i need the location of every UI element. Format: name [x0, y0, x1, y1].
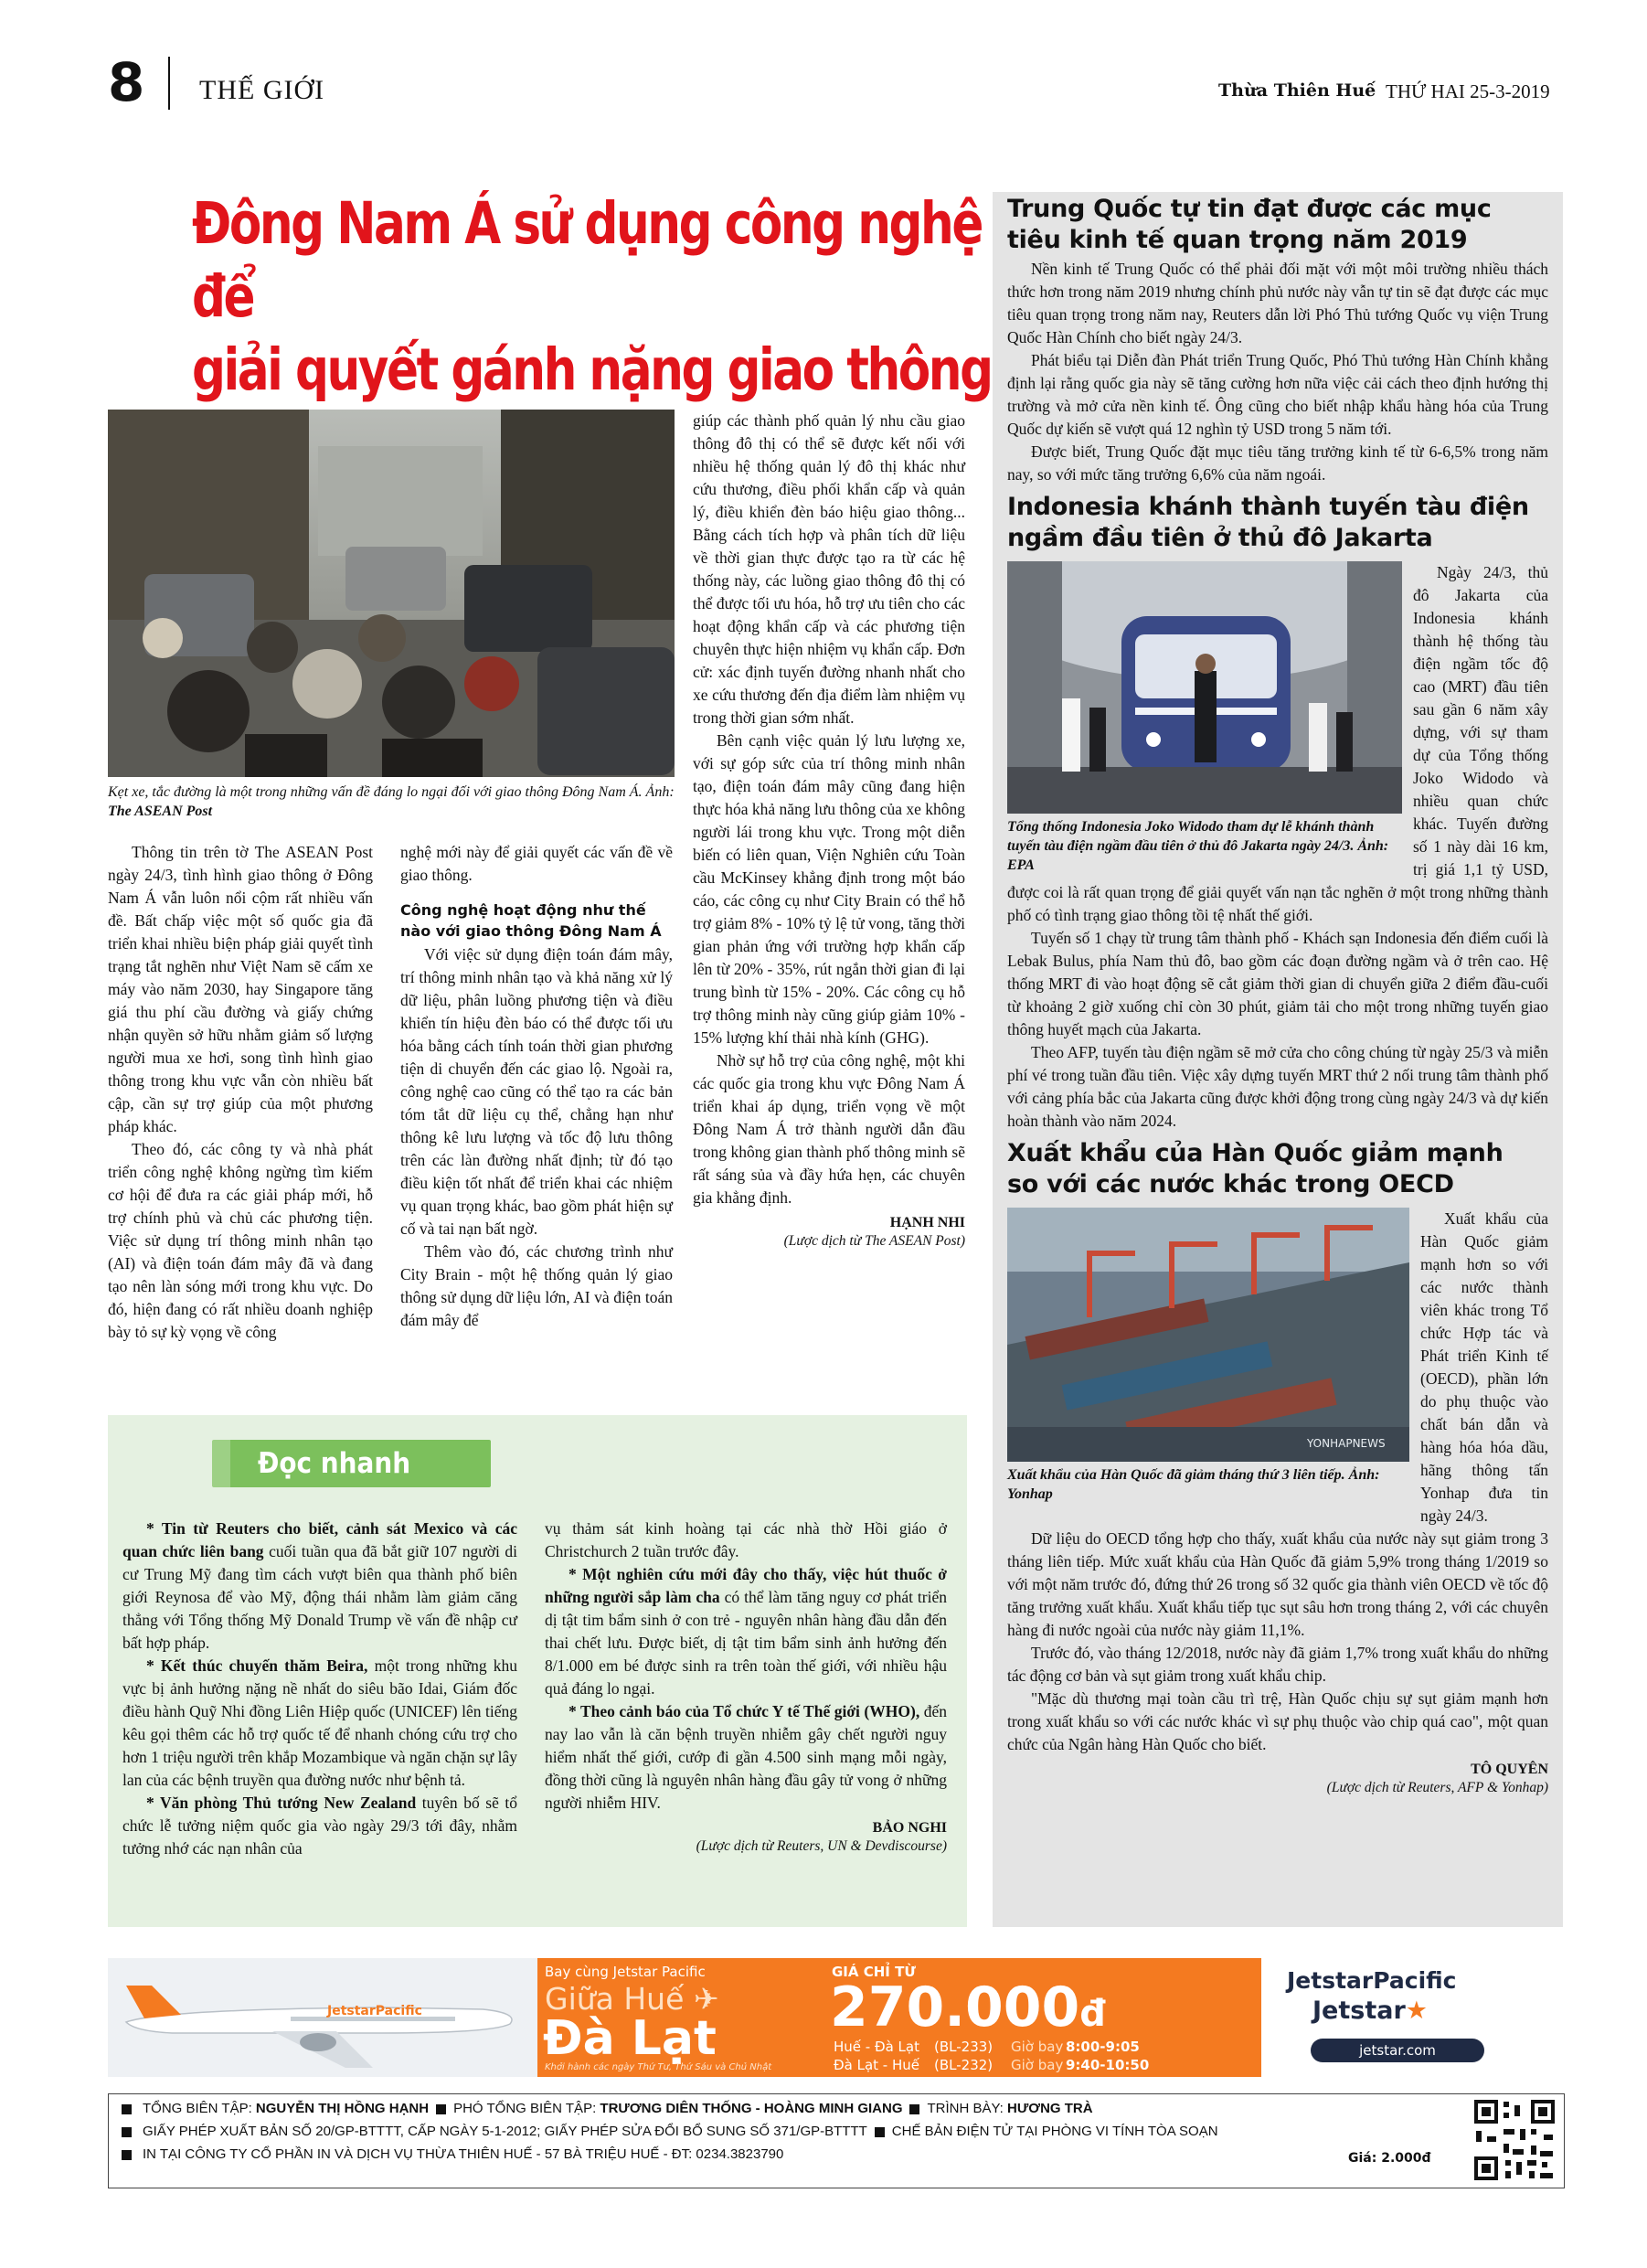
korea-author: TÔ QUYÊN — [1471, 1762, 1548, 1777]
issue-date: THỨ HAI 25-3-2019 — [1386, 80, 1550, 102]
ad-plane-area — [108, 1958, 537, 2077]
quick-read-heading: Đọc nhanh — [212, 1440, 491, 1487]
china-headline: Trung Quốc tự tin đạt được các mục tiêu kinh tế quan trọng năm 2019 — [1007, 195, 1492, 254]
traffic-photo-caption: Kẹt xe, tắc đường là một trong những vấn đề đáng lo ngại đối với giao thông Đông Nam Á. Ảnh: The ASEAN Post — [108, 784, 675, 819]
jetstar-star-icon: ★ — [1405, 1996, 1428, 2025]
ad-brand-panel — [1261, 1958, 1563, 2077]
korea-paragraph: Dữ liệu do OECD tổng hợp cho thấy, xuất khẩu của nước này sụt giảm trong 3 tháng liên tiếp. Mức xuất khẩu của Hàn Quốc đã giảm 5,9% trong tháng 1/2019 so với một năm trước đó, đứng thứ 26 trong số 32 quốc gia thành viên OECD về tốc độ tăng trưởng xuất khẩu. Xuất khẩu tiếp tục sụt sâu hơn trong tháng 2, với các chuyên hàng đi nước ngoài của nước này giảm 11,1%. — [1007, 1529, 1548, 1639]
lead-col-2 — [400, 841, 673, 1332]
ad-route-main: Đà Lạt — [543, 2011, 717, 2066]
ad-website: jetstar.com — [1311, 2039, 1484, 2062]
lead-col-1 — [108, 841, 373, 1344]
metro-photo-block: Tổng thống Indonesia Joko Widodo tham dự lễ khánh thành tuyến tàu điện ngầm đầu tiên ở thủ đô Jakarta ngày 24/3. Ảnh: EPA — [1007, 561, 1402, 875]
footer-row-1: TỔNG BIÊN TẬP: NGUYỄN THỊ HỒNG HẠNH PHÓ TỔNG BIÊN TẬP: TRƯƠNG DIÊN THỐNG - HOÀNG MINH GIANG TRÌNH BÀY: HƯƠNG TRÀ — [109, 2098, 1093, 2119]
traffic-photo — [108, 410, 675, 777]
quick-item: * Kết thúc chuyến thăm Beira, một trong những khu vực bị ảnh hưởng nặng nề nhất do siêu bão Idai, Giám đốc điều hành Quỹ Nhi đồng Liên Hiệp quốc (UNICEF) lên tiếng kêu gọi thêm các hỗ trợ quốc tế để nhanh chóng cứu trợ cho hơn 1 triệu người trên khắp Mozambique và ngăn chặn sự lây lan của các bệnh truyền qua đường nước như bệnh tả. — [122, 1656, 517, 1789]
lead-author: HẠNH NHI — [889, 1215, 965, 1230]
lead-paragraph: Theo đó, các công ty và nhà phát triển công nghệ không ngừng tìm kiếm cơ hội để đưa ra các giải pháp mới, hỗ trợ chính phủ và chủ các phương tiện. Việc sử dụng trí thông minh nhân tạo (AI) và điện toán đám mây đã và đang tạo nên làn sóng mới trong khu vực. Do đó, hiện đang có rất nhiều doanh nghiệp bày tỏ sự kỳ vọng về công — [108, 1140, 373, 1341]
indonesia-headline: Indonesia khánh thành tuyến tàu điện ngầm đầu tiên ở thủ đô Jakarta — [1007, 493, 1529, 552]
indonesia-paragraph: Ngày 24/3, thủ đô Jakarta của Indonesia khánh thành hệ thống tàu điện ngầm tốc độ cao (MRT) đầu tiên sau gần 6 năm xây dựng, với sự tham dự của Tổng thống Joko Widodo và nhiều quan chức khác. Tuyến đường số 1 này dài 16 km, trị giá 1,1 tỷ USD, được coi là rất quan trọng để giải quyết vấn nạn tắc nghẽn ở một trong những thành phố có tình trạng giao thông tồi tệ nhất thế giới. — [1007, 563, 1548, 924]
quick-item: * Một nghiên cứu mới đây cho thấy, việc hút thuốc ở những người sắp làm cha có thể làm tăng nguy cơ phát triển dị tật tim bẩm sinh ở con trẻ - nguyên nhân hàng đầu dẫn đến thai chết lưu. Được biết, dị tật tim bẩm sinh ảnh hưởng đến 8/1.000 em bé được sinh ra trên toàn thế giới, với nhiều hậu quả đáng lo ngại. — [545, 1565, 947, 1698]
ad-small-print: Khởi hành các ngày Thứ Tư, Thứ Sáu và Chủ Nhật — [545, 2062, 772, 2072]
section-name: THẾ GIỚI — [199, 75, 325, 105]
korea-paragraph: Xuất khẩu của Hàn Quốc giảm mạnh hơn so với các nước thành viên khác trong Tổ chức Hợp tác và Phát triển Kinh tế (OECD), phần lớn do phụ thuộc vào chất bán dẫn và hàng hóa hóa dầu, hãng thông tấn Yonhap đưa tin ngày 24/3. — [1420, 1209, 1548, 1525]
lead-col-3 — [693, 410, 965, 1250]
lead-headline — [192, 187, 1002, 407]
quick-read-col-1 — [122, 1517, 517, 1860]
quick-item: * Tin từ Reuters cho biết, cảnh sát Mexico và các quan chức liên bang cuối tuần qua đã bắt giữ 107 người di cư Trung Mỹ đang tìm cách vượt biên qua thành phố biên giới Reynosa để vào Mỹ, động thái nhằm làm giảm căng thẳng với Tổng thống Mỹ Donald Trump về vấn đề nhập cư bất hợp pháp. — [122, 1519, 517, 1652]
lead-paragraph: Thêm vào đó, các chương trình như City Brain - một hệ thống quản lý giao thông sử dụng dữ liệu lớn, AI và điện toán đám mây để — [400, 1242, 673, 1329]
port-photo-block: YONHAPNEWS Xuất khẩu của Hàn Quốc đã giảm tháng thứ 3 liên tiếp. Ảnh: Yonhap — [1007, 1208, 1409, 1504]
airplane-icon — [108, 1958, 537, 2077]
quick-item: * Văn phòng Thủ tướng New Zealand tuyên bố sẽ tổ chức lễ tưởng niệm quốc gia vào ngày 29/3 tới đây, nhằm tưởng nhớ các nạn nhân của — [122, 1794, 518, 1858]
quick-item: * Theo cảnh báo của Tổ chức Y tế Thế giới (WHO), đến nay lao vẫn là căn bệnh truyền nhiễm gây chết người nguy hiểm nhất thế giới, cướp đi gần 4.500 sinh mạng mỗi ngày, đồng thời cũng là nguyên nhân hàng đầu gây tử vong ở những người nhiễm HIV. — [545, 1702, 947, 1812]
ad-brand-1: JetstarPacific — [1287, 1967, 1457, 1994]
china-paragraph: Được biết, Trung Quốc đặt mục tiêu tăng trưởng kinh tế từ 6-6,5% trong năm nay, so với mức tăng trưởng 6,6% của năm ngoái. — [1007, 442, 1548, 484]
svg-text:JetstarPacific: JetstarPacific — [327, 2004, 422, 2018]
korea-paragraph: "Mặc dù thương mại toàn cầu trì trệ, Hàn Quốc chịu sự sụt giảm mạnh hơn trong xuất khẩu so với các nước khác vì sự phụ thuộc vào chip quá cao", một quan chức của Ngân hàng Hàn Quốc cho biết. — [1007, 1689, 1548, 1753]
lead-headline-line2: giải quyết gánh nặng giao thông — [192, 336, 992, 403]
ad-tagline: Bay cùng Jetstar Pacific — [545, 1964, 706, 1980]
quick-author: BẢO NGHI — [872, 1820, 947, 1836]
lead-subhead: Công nghệ hoạt động như thế nào với giao thông Đông Nam Á — [400, 901, 662, 940]
china-paragraph: Nền kinh tế Trung Quốc có thể phải đối mặt với một môi trường nhiều thách thức hơn trong năm 2019 nhưng chính phủ nước này vẫn tự tin sẽ đạt được các mục tiêu quan trọng trong năm nay, Reuters dẫn lời Phó Thủ tướng Quốc vụ viện Trung Quốc Hàn Chính cho biết ngày 24/3. — [1007, 260, 1548, 346]
lead-headline-line1: Đông Nam Á sử dụng công nghệ để — [192, 190, 982, 330]
korea-source: (Lược dịch từ Reuters, AFP & Yonhap) — [1326, 1780, 1548, 1795]
china-paragraph: Phát biểu tại Diễn đàn Phát triển Trung Quốc, Phó Thủ tướng Hàn Chính khẳng định lại rằng quốc gia này sẽ tăng cường hơn nữa việc cải cách theo định hướng thị trường và mở cửa nền kinh tế. Ông cũng cho biết nhập khẩu hàng hóa của Trung Quốc dự kiến sẽ vượt quá 12 nghìn tỷ USD trong 5 năm tới. — [1007, 351, 1548, 438]
footer-row-3: IN TẠI CÔNG TY CỔ PHẦN IN VÀ DỊCH VỤ THỪA THIÊN HUẾ - 57 BÀ TRIỆU HUẾ - ĐT: 0234.3823790 — [109, 2144, 783, 2165]
header-divider — [168, 57, 170, 110]
lead-paragraph: Bên cạnh việc quản lý lưu lượng xe, với sự góp sức của trí thông minh nhân tạo, điện toán đám mây cũng đang hiện thực hóa khả năng lưu thông của xe không người lái trong khu vực. Trong một diễn biến có liên quan, Viện Nghiên cứu Toàn cầu McKinsey khẳng định trong một báo cáo, các công cụ như City Brain có thể hỗ trợ giảm 8% - 10% tỷ lệ tử vong, tăng thời gian phản ứng với trường hợp khẩn cấp lên từ 20% - 35%, rút ngắn thời gian đi lại trung bình từ 15% - 20%. Các công cụ hỗ trợ thông minh này cũng giúp giảm 10% - 15% lượng khí thải nhà kính (GHG). — [693, 731, 965, 1047]
quick-read-col-2 — [545, 1517, 947, 1855]
ad-route-top: Giữa Huế ✈ — [545, 1981, 719, 2017]
quick-item-continued: vụ thảm sát kinh hoàng tại các nhà thờ Hồi giáo ở Christchurch 2 tuần trước đây. — [545, 1519, 947, 1560]
quick-source: (Lược dịch từ Reuters, UN & Devdiscourse) — [696, 1838, 947, 1854]
metro-photo — [1007, 561, 1402, 814]
qr-code-icon — [1472, 2098, 1557, 2182]
traffic-photo-graphic — [108, 410, 675, 777]
lead-paragraph: Nhờ sự hỗ trợ của công nghệ, một khi các quốc gia trong khu vực Đông Nam Á triển khai áp dụng, triển vọng về một Đông Nam Á trở thành người dẫn đầu trong không gian thành phố thông minh sẽ rất sáng sủa và đầy hứa hẹn, các chuyên gia khẳng định. — [693, 1051, 965, 1207]
page-number: 8 — [108, 51, 145, 113]
ad-price: 270.000đ — [830, 1975, 1106, 2039]
indonesia-paragraph: Theo AFP, tuyến tàu điện ngầm sẽ mở cửa cho công chúng từ ngày 25/3 và miễn phí vé trong tuần đầu tiên. Việc xây dựng tuyến MRT thứ 2 nối trung tâm thành phố với cảng phía bắc của Jakarta cũng được khởi động trong cùng ngày 24/3 và dự kiến hoàn thành vào năm 2024. — [1007, 1043, 1548, 1130]
port-photo — [1007, 1208, 1409, 1462]
ad-price-label: GIÁ CHỈ TỪ — [832, 1964, 916, 1980]
lead-paragraph: giúp các thành phố quản lý nhu cầu giao thông đô thị có thể sẽ được kết nối với nhiều hệ thống quản lý đô thị khác như cứu thương, điều phối khẩn cấp và quản lý, điều khiển đèn báo hiệu giao thông... Bằng cách tích hợp và phân tích dữ liệu về thời gian thực được tạo ra từ các hệ thống này, các luồng giao thông đô thị có thể được tối ưu hóa, hỗ trợ ưu tiên cho các hoạt động khẩn cấp và các phương tiện chuyên thực hiện nhiệm vụ khẩn cấp. Đơn cử: xác định tuyến đường nhanh nhất cho xe cứu thương đến địa điểm làm nhiệm vụ trong thời gian sớm nhất. — [693, 411, 965, 727]
lead-source: (Lược dịch từ The ASEAN Post) — [783, 1233, 965, 1249]
ad-brand-2: Jetstar★ — [1312, 1996, 1428, 2025]
newspaper-name: Thừa Thiên Huế — [1218, 80, 1376, 101]
lead-paragraph: Thông tin trên tờ The ASEAN Post ngày 24/3, tình hình giao thông ở Đông Nam Á vẫn luôn nổi cộm rất nhiều vấn đề. Bất chấp việc một số quốc gia đã triển khai nhiều biện pháp giải quyết tình trạng tắt nghẽn như Việt Nam sẽ cấm xe máy vào năm 2030, hay Singapore tăng giá thu phí cầu đường và giấy chứng nhận quyền sở hữu nhằm giảm số lượng người mua xe hơi, song tình hình giao thông trong khu vực vẫn còn nhiều bất cập, cần sự trợ giúp của một phương pháp khác. — [108, 843, 373, 1135]
page-header — [108, 51, 1561, 115]
jetstar-ad — [108, 1958, 1563, 2077]
footer-price: Giá: 2.000đ — [1348, 2151, 1431, 2166]
indonesia-paragraph: Tuyến số 1 chạy từ trung tâm thành phố - Khách sạn Indonesia đến điểm cuối là Lebak Bulus, phía Nam thủ đô, bao gồm các đoạn đường ngầm và ở trên cao. Hệ thống MRT đi vào hoạt động sẽ cắt giảm thời gian di chuyển giữa 2 điểm đầu-cuối từ khoảng 2 giờ xuống chỉ còn 30 phút, giảm tải cho một trong những tuyến giao thông huyết mạch của Jakarta. — [1007, 929, 1548, 1038]
ad-flight-2: Đà Lạt - Huế (BL-232) Giờ bay 9:40-10:50 — [834, 2057, 1150, 2073]
lead-paragraph: nghệ mới này để giải quyết các vấn đề về giao thông. — [400, 843, 673, 884]
lead-paragraph: Với việc sử dụng điện toán đám mây, trí thông minh nhân tạo và khả năng xử lý dữ liệu, phân luồng phương tiện và điều khiển tín hiệu đèn báo có thể được tối ưu hóa bằng cách tính toán thời gian phương tiện di chuyển đến các giao lộ. Ngoài ra, công nghệ cao cũng có thể tạo ra các bản tóm tắt dữ liệu cụ thể, chẳng hạn như thông kê lưu lượng và tốc độ lưu thông trên các làn đường nhất định; từ đó tạo điều kiện tốt nhất để triển khai các nhiệm vụ quan trọng khác, bao gồm phát hiện sự cố và tai nạn bất ngờ. — [400, 945, 673, 1238]
world-news-sidebar-content — [1007, 194, 1548, 1796]
korea-paragraph: Trước đó, vào tháng 12/2018, nước này đã giảm 1,7% trong xuất khẩu do những tác động cơ bản và sụt giảm trong xuất khẩu chip. — [1007, 1644, 1548, 1685]
ad-flight-1: Huế - Đà Lạt (BL-233) Giờ bay 8:00-9:05 — [834, 2039, 1140, 2055]
footer-row-2: GIẤY PHÉP XUẤT BẢN SỐ 20/GP-BTTTT, CẤP NGÀY 5-1-2012; GIẤY PHÉP SỬA ĐỔI BỔ SUNG SỐ 371/GP-BTTTT CHẾ BẢN ĐIỆN TỬ TẠI PHÒNG VI TÍNH TÒA SOẠN — [109, 2121, 1218, 2142]
korea-headline: Xuất khẩu của Hàn Quốc giảm mạnh so với các nước khác trong OECD — [1007, 1139, 1504, 1198]
masthead-footer — [108, 2093, 1565, 2188]
plane-glyph-icon: ✈ — [693, 1981, 719, 2017]
port-photo-watermark: YONHAPNEWS — [1307, 1437, 1386, 1450]
